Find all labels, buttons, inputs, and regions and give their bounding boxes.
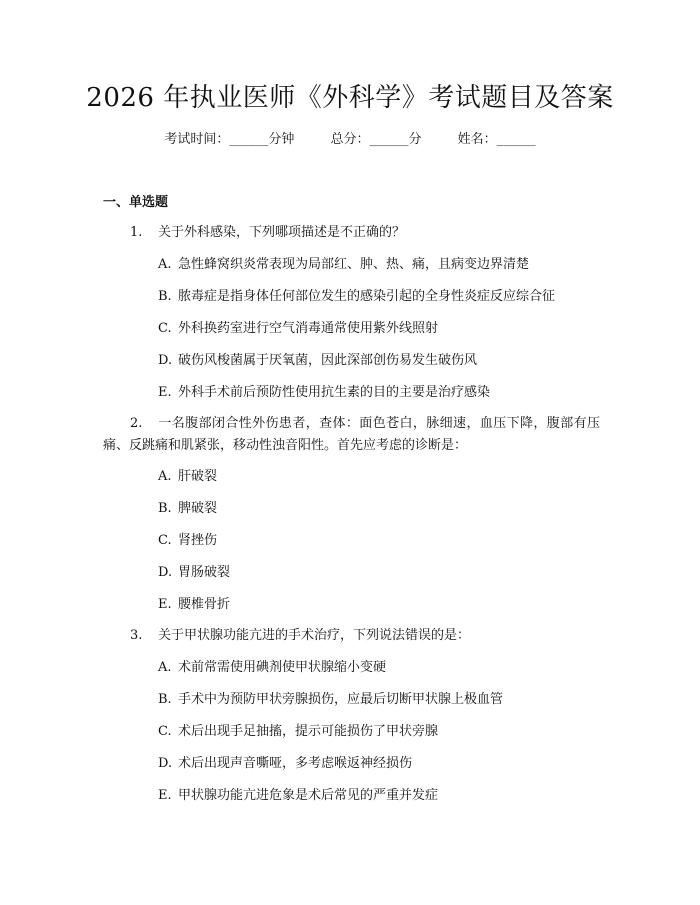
- question-1-option-e: [158, 383, 490, 403]
- question-2-option-d: [158, 563, 230, 583]
- question-3-option-c: [158, 722, 438, 742]
- option-text: 外科手术前后预防性使用抗生素的目的主要是治疗感染: [178, 385, 491, 400]
- option-text: 破伤风梭菌属于厌氧菌，因此深部创伤易发生破伤风: [178, 353, 478, 368]
- option-letter: D.: [158, 565, 173, 580]
- exam-time-field: 考试时间：______分钟: [164, 132, 295, 147]
- question-3-option-a: [158, 658, 386, 678]
- option-text: 手术中为预防甲状旁腺损伤，应最后切断甲状腺上极血管: [178, 692, 504, 707]
- option-letter: A.: [158, 469, 172, 484]
- question-2-option-a: [158, 467, 217, 487]
- option-letter: C.: [158, 533, 172, 548]
- option-letter: D.: [158, 756, 173, 771]
- question-number: 3.: [130, 628, 143, 643]
- question-1-option-c: [158, 319, 438, 339]
- total-score-field: 总分：______分: [330, 132, 422, 147]
- option-letter: A.: [158, 660, 172, 675]
- name-field: 姓名：______: [457, 132, 536, 147]
- question-3-option-d: [158, 754, 412, 774]
- question-2-option-c: [158, 531, 217, 551]
- option-text: 急性蜂窝织炎常表现为局部红、肿、热、痛，且病变边界清楚: [178, 257, 530, 272]
- option-text: 术后出现声音嘶哑，多考虑喉返神经损伤: [178, 756, 413, 771]
- option-letter: E.: [158, 788, 172, 803]
- option-text: 肝破裂: [178, 469, 218, 484]
- option-text: 肾挫伤: [178, 533, 218, 548]
- question-2: [103, 413, 600, 457]
- option-letter: B.: [158, 692, 172, 707]
- question-3-option-e: [158, 786, 438, 806]
- option-letter: D.: [158, 353, 173, 368]
- page-title: 2026 年执业医师《外科学》考试题目及答案: [86, 83, 614, 113]
- question-1-option-b: [158, 287, 555, 307]
- question-1: [130, 223, 405, 243]
- question-number: 1.: [130, 225, 143, 240]
- option-text: 脓毒症是指身体任何部位发生的感染引起的全身性炎症反应综合征: [178, 289, 556, 304]
- question-2-option-b: [158, 499, 217, 519]
- option-text: 术前常需使用碘剂使甲状腺缩小变硬: [178, 660, 387, 675]
- option-letter: E.: [158, 385, 172, 400]
- section-heading: 一、单选题: [103, 195, 169, 210]
- question-3-option-b: [158, 690, 503, 710]
- option-letter: C.: [158, 321, 172, 336]
- option-letter: B.: [158, 501, 172, 516]
- question-text: 一名腹部闭合性外伤患者，查体：面色苍白，脉细速，血压下降，腹部有压痛、反跳痛和肌紧张，移动性浊音阳性。首先应考虑的诊断是：: [103, 416, 600, 453]
- option-text: 甲状腺功能亢进危象是术后常见的严重并发症: [178, 788, 439, 803]
- option-text: 外科换药室进行空气消毒通常使用紫外线照射: [178, 321, 439, 336]
- question-text: 关于外科感染，下列哪项描述是不正确的？: [158, 225, 406, 240]
- question-3: [130, 626, 470, 646]
- question-1-option-a: [158, 255, 529, 275]
- option-text: 腰椎骨折: [178, 597, 231, 612]
- question-text: 关于甲状腺功能亢进的手术治疗，下列说法错误的是：: [158, 628, 471, 643]
- option-letter: A.: [158, 257, 172, 272]
- exam-info: [0, 130, 700, 150]
- question-2-option-e: [158, 595, 230, 615]
- option-letter: C.: [158, 724, 172, 739]
- question-number: 2.: [130, 416, 143, 431]
- option-text: 胃肠破裂: [178, 565, 231, 580]
- option-text: 术后出现手足抽搐，提示可能损伤了甲状旁腺: [178, 724, 439, 739]
- option-letter: B.: [158, 289, 172, 304]
- option-letter: E.: [158, 597, 172, 612]
- question-1-option-d: [158, 351, 477, 371]
- option-text: 脾破裂: [178, 501, 218, 516]
